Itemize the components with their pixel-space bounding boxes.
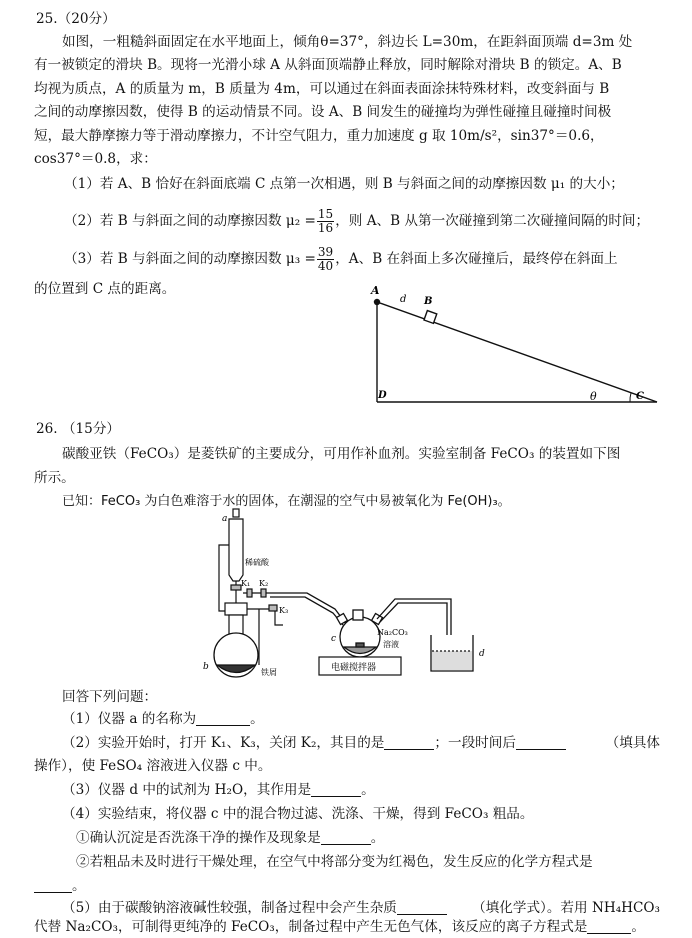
incline-hypotenuse [377,302,657,402]
q26-intro-line: 碳酸亚铁（FeCO₃）是菱铁矿的主要成分，可用作补血剂。实验室制备 FeCO₃ 的装置如下图 [62,446,621,462]
q25-para-line: cos37°＝0.8，求： [34,151,157,167]
fraction-numerator: 39 [317,244,334,259]
q25-para-line: 有一被锁定的滑块 B。现将一光滑小球 A 从斜面顶端静止释放，同时解除对滑块 B 的锁定。A、B [34,57,622,73]
q25-para-line: 之间的动摩擦因数，使得 B 的运动情景不同。设 A、B 间发生的碰撞均为弹性碰撞且碰撞时间极 [34,104,612,120]
q26-q2-mid: ；一段时间后 [434,735,516,751]
q26-q5-cont [34,918,645,936]
answer-blank[interactable] [311,782,361,797]
q25-sub1: （1）若 A、B 恰好在斜面底端 C 点第一次相遇，则 B 与斜面之间的动摩擦因数 μ₁ 的大小； [64,176,624,192]
label-c: c [331,634,337,644]
answer-blank[interactable] [397,900,447,915]
q26-q2-cont: 操作），使 FeSO₄ 溶液进入仪器 c 中。 [34,758,272,774]
label-theta: θ [590,390,597,403]
label-k2: K₂ [259,579,269,588]
q26-q5-cont-text: 代替 Na₂CO₃，可制得更纯净的 FeCO₃，制备过程中产生无色气体，该反应的离子方程式是 [34,919,588,935]
q25-sub2-pre: （2）若 B 与斜面之间的动摩擦因数 μ₂ = [64,213,316,229]
q26-q4b-end: 。 [72,878,86,894]
q26-q4a [76,829,384,847]
answer-blank[interactable] [516,735,566,750]
label-d: d [400,294,407,305]
label-na2co3: Na₂CO₃ [377,628,408,637]
fraction-denominator: 16 [317,220,334,235]
flask-c [337,610,383,657]
valve-k1-k2 [243,589,270,597]
q26-q4b: ②若粗品未及时进行干燥处理，在空气中将部分变为红褐色，发生反应的化学方程式是 [76,854,593,870]
label-c: C [636,391,644,402]
q26-q2-fill-note: （填具体 [605,735,660,751]
q25-sub3-post: ，A、B 在斜面上多次碰撞后，最终停在斜面上 [335,251,618,267]
q26-q5-end: 。 [631,919,645,935]
beaker-d [431,635,473,671]
q26-q1 [62,710,264,728]
block-b [424,311,437,324]
label-stirrer: 电磁搅拌器 [331,663,377,673]
side-tube [219,545,229,611]
label-acid: 稀硫酸 [245,558,269,567]
label-a: A [371,284,380,297]
q26-header: 26. （15分） [36,421,121,437]
q26-q5 [62,899,660,917]
label-solution: 溶液 [383,640,399,649]
label-k1: K₁ [241,579,251,588]
q25-sub3 [64,243,618,275]
flask-b [214,633,258,677]
q25-sub3-fraction [317,246,334,273]
answer-blank[interactable] [196,711,250,726]
q25-sub3-cont: 的位置到 C 点的距离。 [34,281,176,297]
q26-q4a-end: 。 [370,830,385,846]
q26-q4b-cont [34,877,86,895]
label-b: b [203,662,209,672]
q26-q5-mid: （填化学式）。若用 NH₄HCO₃ [472,900,660,916]
answer-blank[interactable] [34,878,72,893]
theta-arc [630,393,631,402]
q26-q4a-text: ①确认沉淀是否洗涤干净的操作及现象是 [76,830,321,846]
q26-q2 [62,734,660,752]
q25-para-line: 短，最大静摩擦力等于滑动摩擦力，不计空气阻力，重力加速度 g 取 10m/s²，sin37°＝0.6， [34,128,604,144]
q26-q5-text: （5）由于碳酸钠溶液碱性较强，制备过程中会产生杂质 [62,900,397,916]
q26-q1-text: （1）仪器 a 的名称为 [62,711,197,727]
q25-sub2 [64,205,649,237]
q25-header: 25.（20分） [36,11,116,27]
q25-sub2-post: ，则 A、B 从第一次碰撞到第二次碰撞间隔的时间； [335,213,650,229]
q25-para-line: 均视为质点，A 的质量为 m，B 质量为 4m，可以通过在斜面表面涂抹特殊材料，改变斜面与 B [34,81,610,97]
q26-q1-end: 。 [250,711,264,727]
q26-intro-line: 所示。 [34,470,75,486]
q26-answer-prompt: 回答下列问题： [62,689,158,705]
q26-known: 已知：FeCO₃ 为白色难溶于水的固体，在潮湿的空气中易被氧化为 Fe(OH)₃。 [62,494,511,509]
q26-q3-text: （3）仪器 d 中的试剂为 H₂O，其作用是 [62,782,312,798]
fraction-numerator: 15 [317,206,334,221]
fraction-denominator: 40 [317,258,334,273]
answer-blank[interactable] [321,830,371,845]
q26-q2-text: （2）实验开始时，打开 K₁、K₃，关闭 K₂，其目的是 [62,735,385,751]
q26-q3-end: 。 [361,782,375,798]
ball-a [374,299,380,305]
q25-sub3-pre: （3）若 B 与斜面之间的动摩擦因数 μ₃ = [64,251,316,267]
q26-q4: （4）实验结束，将仪器 c 中的混合物过滤、洗涤、干燥，得到 FeCO₃ 粗品。 [62,806,534,822]
funnel-a [229,509,243,605]
q26-q3 [62,781,375,799]
incline-figure [368,280,668,410]
answer-blank[interactable] [384,735,434,750]
label-k3: K₃ [279,606,289,615]
answer-blank[interactable] [587,919,631,934]
q25-para-line: 如图，一粗糙斜面固定在水平地面上，倾角θ=37°，斜边长 L=30m，在距斜面顶端 d=3m 处 [62,34,633,50]
label-d-corner: D [378,390,387,401]
label-iron: 铁屑 [261,668,277,677]
apparatus-figure [195,505,505,680]
label-d: d [479,649,485,659]
label-a: a [222,514,228,524]
q25-sub2-fraction [317,208,334,235]
label-b: B [424,296,433,307]
